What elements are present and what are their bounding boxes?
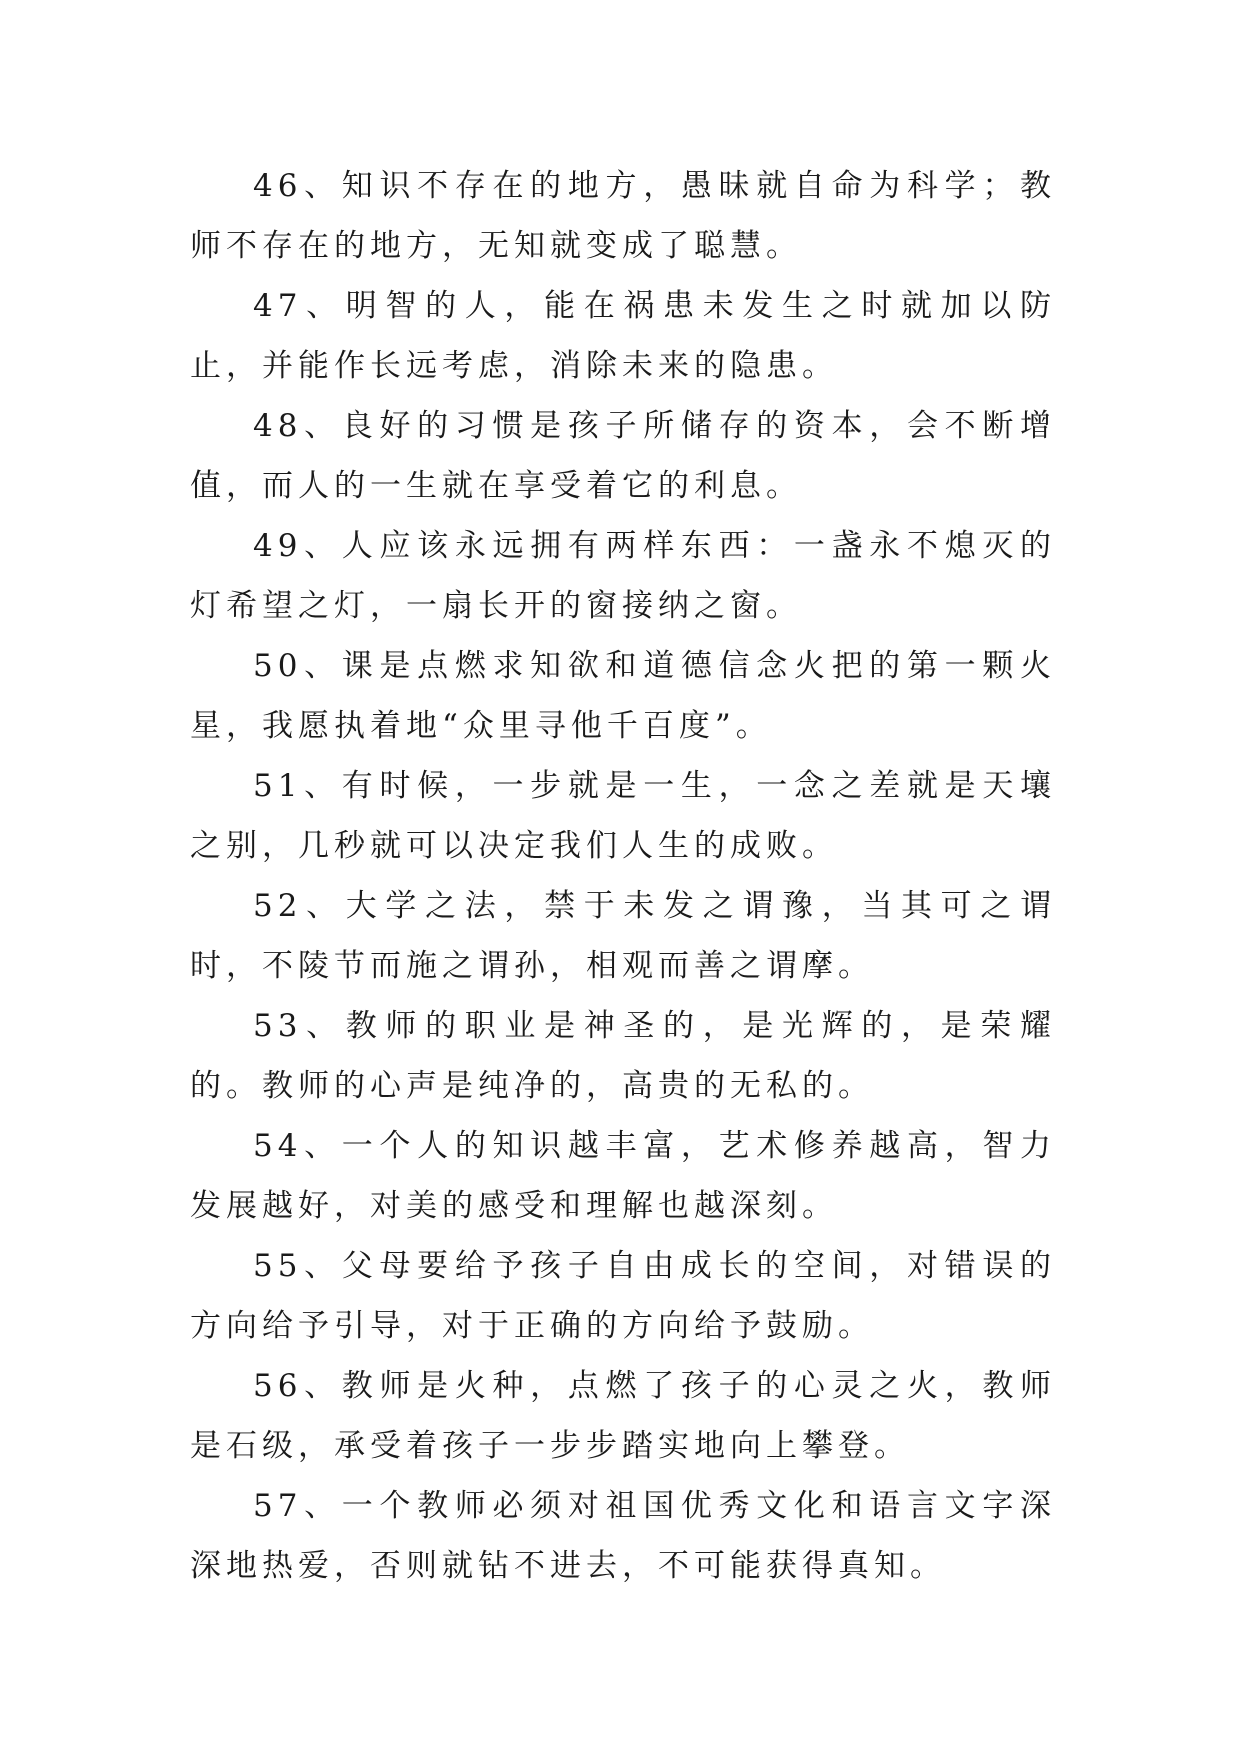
quote-paragraph-51: 51、有时候，一步就是一生，一念之差就是天壤之别，几秒就可以决定我们人生的成败。 (190, 768, 1056, 864)
quote-paragraph-46: 46、知识不存在的地方，愚昧就自命为科学；教师不存在的地方，无知就变成了聪慧。 (190, 168, 1056, 264)
quote-paragraph-57: 57、一个教师必须对祖国优秀文化和语言文字深深地热爱，否则就钻不进去，不可能获得真知。 (190, 1488, 1056, 1584)
quote-paragraph-50: 50、课是点燃求知欲和道德信念火把的第一颗火星，我愿执着地“众里寻他千百度”。 (190, 648, 1056, 744)
quote-paragraph-56: 56、教师是火种，点燃了孩子的心灵之火，教师是石级，承受着孩子一步步踏实地向上攀登。 (190, 1368, 1056, 1464)
quote-paragraph-48: 48、良好的习惯是孩子所储存的资本，会不断增值，而人的一生就在享受着它的利息。 (190, 408, 1056, 504)
quote-paragraph-47: 47、明智的人，能在祸患未发生之时就加以防止，并能作长远考虑，消除未来的隐患。 (190, 288, 1056, 384)
quote-paragraph-52: 52、大学之法，禁于未发之谓豫，当其可之谓时，不陵节而施之谓孙，相观而善之谓摩。 (190, 888, 1056, 984)
document-body (190, 156, 1056, 1596)
quote-paragraph-54: 54、一个人的知识越丰富，艺术修养越高，智力发展越好，对美的感受和理解也越深刻。 (190, 1128, 1056, 1224)
quote-paragraph-49: 49、人应该永远拥有两样东西：一盏永不熄灭的灯希望之灯，一扇长开的窗接纳之窗。 (190, 528, 1056, 624)
quote-paragraph-55: 55、父母要给予孩子自由成长的空间，对错误的方向给予引导，对于正确的方向给予鼓励。 (190, 1248, 1056, 1344)
quote-paragraph-53: 53、教师的职业是神圣的，是光辉的，是荣耀的。教师的心声是纯净的，高贵的无私的。 (190, 1008, 1056, 1104)
